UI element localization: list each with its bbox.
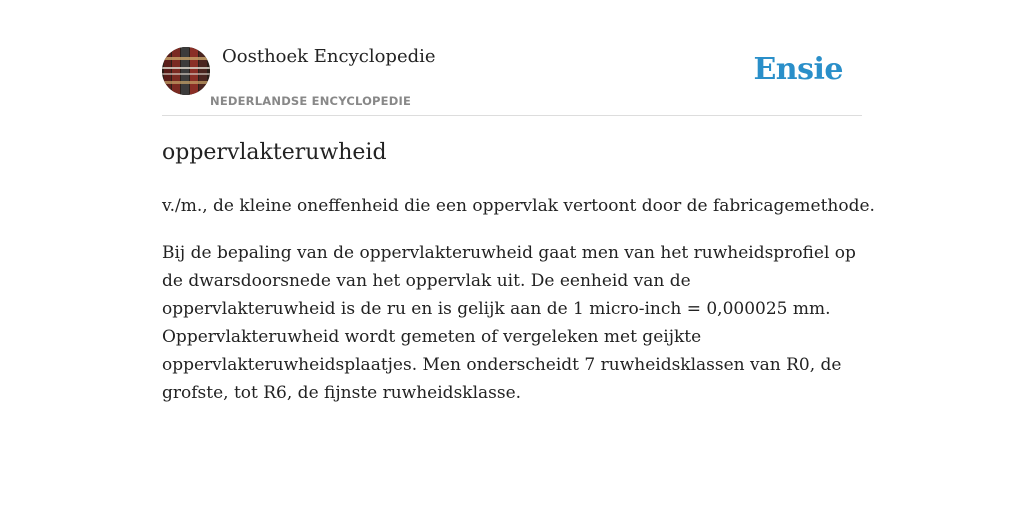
- avatar-image: [162, 47, 210, 95]
- book-spines-icon[interactable]: [162, 47, 210, 95]
- entry-body: Bij de bepaling van de oppervlakteruwheid gaat men van het ruwheidsprofiel op de dwarsdoorsnede van het oppervlak uit. De eenheid van de oppervlakteruwheid is de ru en is gelijk aan de 1 micro-inch = 0,000025 mm. Oppervlakteruwheid wordt gemeten of vergeleken met geijkte oppervlakteruwheidsplaatjes. Men onderscheidt 7 ruwheidsklassen van R0, de grofste, tot R6, de fijnste ruwheidsklasse.: [162, 243, 856, 403]
- site-subtitle: NEDERLANDSE ENCYCLOPEDIE: [210, 94, 412, 108]
- site-header: [162, 0, 862, 116]
- site-title[interactable]: Oosthoek Encyclopedie: [222, 46, 436, 67]
- entry-definition: v./m., de kleine oneffenheid die een oppervlak vertoont door de fabricagemethode.: [162, 196, 875, 216]
- brand-logo[interactable]: Ensie: [753, 52, 843, 87]
- entry-title: oppervlakteruwheid: [162, 140, 387, 165]
- page-container: [162, 0, 875, 403]
